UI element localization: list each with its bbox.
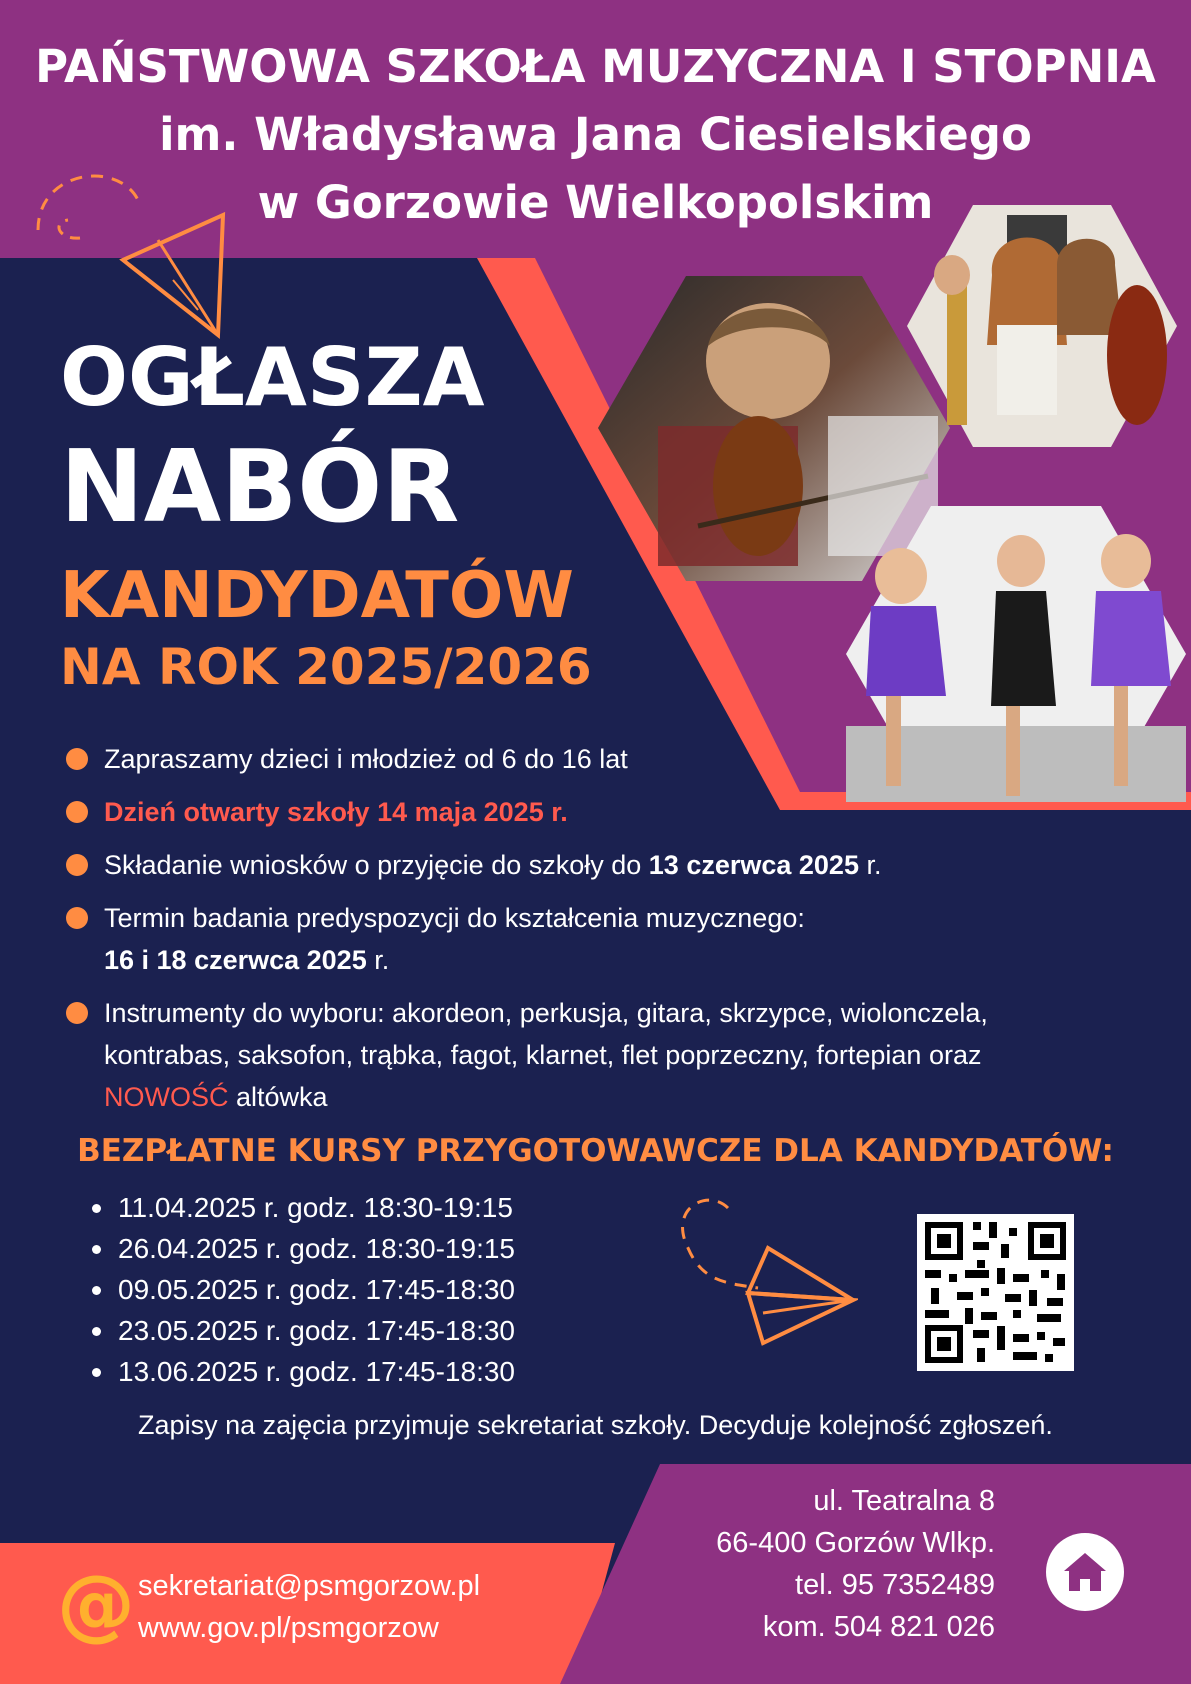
school-name-line2: im. Władysława Jana Ciesielskiego [159,108,1032,161]
bullet-aptitude-dates: 16 i 18 czerwca 2025 [104,945,367,975]
headline-announces: OGŁASZA [60,331,485,424]
bullet-age [66,738,1126,780]
paper-plane-icon [28,160,228,340]
qr-code-icon[interactable] [917,1214,1074,1371]
bullet-aptitude-test [66,897,1126,981]
bullet-instruments-new: NOWOŚĆ [104,1082,229,1112]
info-bullets [66,738,1126,1129]
mobile-number[interactable]: kom. 504 821 026 [762,1611,995,1643]
bullet-applications [66,844,1126,886]
phone-number[interactable]: tel. 95 7352489 [795,1569,995,1601]
bullet-instruments [66,992,1126,1118]
school-name-line3: w Gorzowie Wielkopolskim [257,176,934,229]
registration-note: Zapisy na zajęcia przyjmuje sekretariat szkoły. Decyduje kolejność zgłoszeń. [138,1410,1053,1440]
home-icon-graphic [1046,1533,1124,1611]
bullet-open-day-text: Dzień otwarty szkoły 14 maja 2025 r. [104,797,568,827]
course-session: 11.04.2025 r. godz. 18:30-19:15 [92,1187,515,1228]
bullet-aptitude-text: Termin badania predyspozycji do kształcenia muzycznego: [104,903,805,933]
contact-info [138,1565,480,1649]
bullet-age-text: Zapraszamy dzieci i młodzież od 6 do 16 lat [104,744,628,774]
bullet-dot [66,801,88,823]
home-icon [1046,1533,1124,1611]
bullet-dot [66,854,88,876]
bullet-open-day [66,791,1126,833]
course-session: 13.06.2025 r. godz. 17:45-18:30 [92,1351,515,1392]
address-street: ul. Teatralna 8 [813,1485,995,1517]
courses-heading: BEZPŁATNE KURSY PRZYGOTOWAWCZE DLA KANDYDATÓW: [77,1133,1114,1169]
bullet-dot [66,1002,88,1024]
course-session: 09.05.2025 r. godz. 17:45-18:30 [92,1269,515,1310]
headline-year: NA ROK 2025/2026 [60,638,592,696]
headline-recruitment: NABÓR [60,428,460,545]
bullet-applications-text: Składanie wniosków o przyjęcie do szkoły do [104,850,649,880]
school-name-line1: PAŃSTWOWA SZKOŁA MUZYCZNA I STOPNIA [35,40,1156,93]
bullet-instruments-line1: Instrumenty do wyboru: akordeon, perkusja, gitara, skrzypce, wiolonczela, [104,998,988,1028]
bullet-instruments-line2: kontrabas, saksofon, trąbka, fagot, klarnet, flet poprzeczny, fortepian oraz [104,1040,982,1070]
school-address [716,1480,995,1648]
paper-plane-icon [668,1188,858,1348]
at-sign-icon: @ [57,1560,135,1650]
email-link[interactable]: sekretariat@psmgorzow.pl [138,1570,481,1602]
course-sessions-list [92,1187,515,1392]
course-session: 26.04.2025 r. godz. 18:30-19:15 [92,1228,515,1269]
course-session: 23.05.2025 r. godz. 17:45-18:30 [92,1310,515,1351]
bullet-instruments-viola: altówka [228,1082,328,1112]
photo-children-orchestra [907,205,1177,447]
address-city: 66-400 Gorzów Wlkp. [716,1527,995,1559]
qr-code-graphic [917,1214,1074,1371]
website-link[interactable]: www.gov.pl/psmgorzow [138,1612,439,1644]
bullet-dot [66,748,88,770]
bullet-applications-date: 13 czerwca 2025 [648,850,859,880]
bullet-applications-suffix: r. [858,850,882,880]
headline-candidates: KANDYDATÓW [60,559,574,633]
bullet-dot [66,907,88,929]
bullet-aptitude-suffix: r. [366,945,390,975]
